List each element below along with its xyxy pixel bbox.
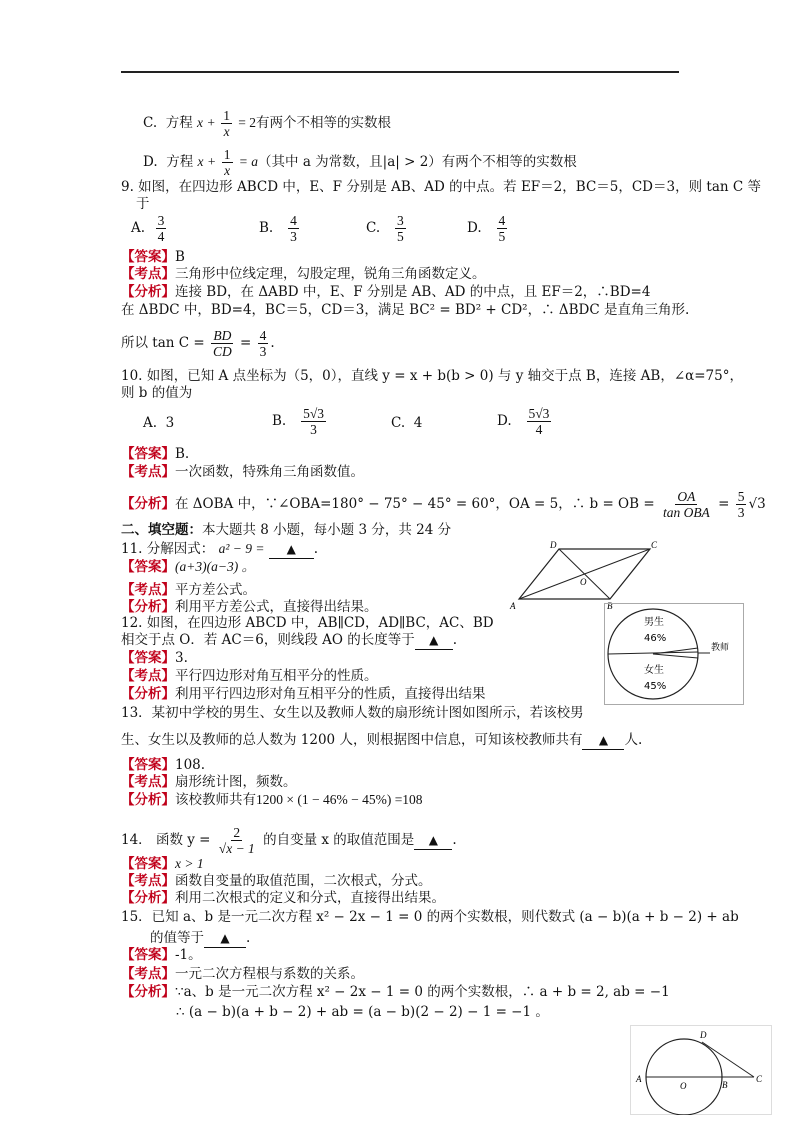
q10-stem: 10. 如图，已知 A 点坐标为（5，0），直线 y = x + b(b > 0) 与 y 轴交于点 B，连接 AB，∠α=75°，	[121, 368, 743, 384]
q9-analysis-2: 在 ΔBDC 中，BD=4，BC＝5，CD＝3，满足 BC² = BD² + CD²，∴ ΔBDC 是直角三角形.	[121, 302, 690, 318]
circle-label-d: D	[700, 1030, 707, 1040]
label-c: C	[651, 540, 658, 550]
pie-teachers-label: 教师	[711, 643, 730, 653]
q15-answer: 【答案】-1。	[121, 947, 202, 963]
pie-boys-label: 男生	[644, 617, 664, 628]
q14-answer: 【答案】x > 1	[121, 856, 204, 872]
q9-option-a: A. $\frac{3}{4}$	[131, 213, 165, 244]
q13-answer: 【答案】108.	[121, 757, 206, 773]
pie-teacher-edge-1	[653, 648, 698, 654]
q13-stem-cont: 生、女生以及教师的总人数为 1200 人，则根据图中信息，可知该校教师共有 ▲ 人.	[121, 732, 643, 748]
q15-analysis-2: ∴ (a − b)(a + b − 2) + ab = (a − b)(2 − 2) − 1 = −1 。	[176, 1004, 549, 1020]
q10-point: 【考点】一次函数，特殊角三角函数值。	[121, 464, 364, 480]
pie-girls-label: 女生	[644, 665, 664, 676]
circle-label-c: C	[756, 1074, 763, 1084]
circle-label-o: O	[680, 1081, 687, 1091]
q9-option-b: B. $\frac{4}{3}$	[259, 213, 297, 244]
q8-option-d: D. 方程 x + $\frac{1}{x}$ = a（其中 a 为常数，且|a| > 2）有两个不相等的实数根	[143, 147, 577, 178]
q10-option-b: B. $\frac{5√3}{3}$	[272, 406, 325, 437]
circle-tangent-figure	[630, 1025, 772, 1115]
q9-option-c: C. $\frac{3}{5}$	[366, 213, 404, 244]
label-a: A	[510, 601, 516, 611]
q9-point: 【考点】三角形中位线定理，勾股定理，锐角三角函数定义。	[121, 266, 486, 282]
q9-stem: 9. 如图，在四边形 ABCD 中，E、F 分别是 AB、AD 的中点。若 EF＝2，BC＝5，CD＝3，则 tan C 等	[121, 179, 761, 195]
q11-stem: 11. 分解因式： a² − 9 = ▲ .	[121, 541, 319, 557]
q11-answer: 【答案】(a+3)(a−3) 。	[121, 559, 256, 575]
pie-teacher-edge-2	[653, 654, 698, 658]
q10-analysis: 【分析】在 ΔOBA 中，∵∠OBA=180° − 75° − 45° = 60°，OA = 5，∴ b = OB = $\frac{OA}{\text{tan OBA}}$ = $\frac{5}{3}$ √3	[121, 489, 766, 520]
blank-triangle-icon: ▲	[220, 931, 230, 945]
q10-option-c: C. 4	[391, 415, 423, 431]
q9-option-d: D. $\frac{4}{5}$	[467, 213, 506, 244]
blank-triangle-icon: ▲	[598, 733, 609, 747]
q12-answer: 【答案】3.	[121, 650, 188, 666]
circle-label-b: B	[722, 1080, 728, 1090]
q14-stem: 14． 函数 y = $\frac{2}{√x - 1}$ 的自变量 x 的取值范围是 ▲ .	[121, 825, 457, 856]
q11-analysis: 【分析】利用平方差公式，直接得出结果。	[121, 599, 378, 615]
blank-triangle-icon: ▲	[428, 833, 438, 847]
blank-triangle-icon: ▲	[286, 542, 296, 556]
label-d: D	[550, 540, 557, 550]
blank-triangle-icon: ▲	[429, 633, 439, 647]
q9-stem-cont: 于	[136, 196, 150, 212]
tangent-line	[702, 1042, 754, 1077]
q10-stem-cont: 则 b 的值为	[121, 385, 193, 401]
q9-analysis: 【分析】连接 BD，在 ΔABD 中，E、F 分别是 AB、AD 的中点，且 EF＝2，∴BD=4	[121, 284, 651, 300]
parallelogram-figure	[507, 537, 667, 612]
q13-analysis: 【分析】该校教师共有1200 × (1 − 46% − 45%) =108	[121, 792, 423, 808]
q10-option-d: D. $\frac{5√3}{4}$	[497, 406, 550, 437]
q12-analysis: 【分析】利用平行四边形对角互相平分的性质，直接得出结果	[121, 686, 486, 702]
q9-analysis-3: 所以 tan C = $\frac{BD}{CD}$ = $\frac{4}{3}$ .	[121, 328, 275, 359]
q10-answer: 【答案】B.	[121, 446, 190, 462]
q13-stem: 13．某初中学校的男生、女生以及教师人数的扇形统计图如图所示，若该校男	[121, 705, 584, 721]
q12-stem: 12. 如图，在四边形 ABCD 中，AB∥CD，AD∥BC，AC、BD	[121, 615, 494, 631]
q12-stem-cont: 相交于点 O．若 AC＝6，则线段 AO 的长度等于 ▲ .	[121, 632, 458, 648]
pie-girls-pct: 45%	[644, 681, 667, 692]
q8-option-c: C. 方程 x + $\frac{1}{x}$ = 2有两个不相等的实数根	[143, 108, 392, 139]
q13-point: 【考点】扇形统计图，频数。	[121, 774, 297, 790]
q15-stem: 15．已知 a、b 是一元二次方程 x² − 2x − 1 = 0 的两个实数根，则代数式 (a − b)(a + b − 2) + ab	[121, 909, 739, 925]
q12-point: 【考点】平行四边形对角互相平分的性质。	[121, 668, 378, 684]
header-rule	[121, 71, 679, 73]
label-b: B	[607, 601, 613, 611]
label-o: O	[580, 577, 587, 587]
pie-chart-figure	[604, 603, 744, 705]
q11-point: 【考点】平方差公式。	[121, 582, 256, 598]
q15-stem-cont: 的值等于 ▲ .	[150, 930, 251, 946]
section-title: 二、填空题：本大题共 8 小题，每小题 3 分，共 24 分	[121, 522, 452, 538]
diagonal-bd	[559, 549, 610, 599]
q14-point: 【考点】函数自变量的取值范围，二次根式，分式。	[121, 873, 432, 889]
q15-analysis: 【分析】∵a、b 是一元二次方程 x² − 2x − 1 = 0 的两个实数根，∴ a + b = 2, ab = −1	[121, 984, 670, 1000]
q15-point: 【考点】一元二次方程根与系数的关系。	[121, 966, 364, 982]
circle-label-a: A	[636, 1074, 642, 1084]
q14-analysis: 【分析】利用二次根式的定义和分式，直接得出结果。	[121, 890, 445, 906]
pie-boys-pct: 46%	[644, 633, 667, 644]
q10-option-a: A. 3	[143, 415, 175, 431]
q9-answer: 【答案】B	[121, 249, 185, 265]
